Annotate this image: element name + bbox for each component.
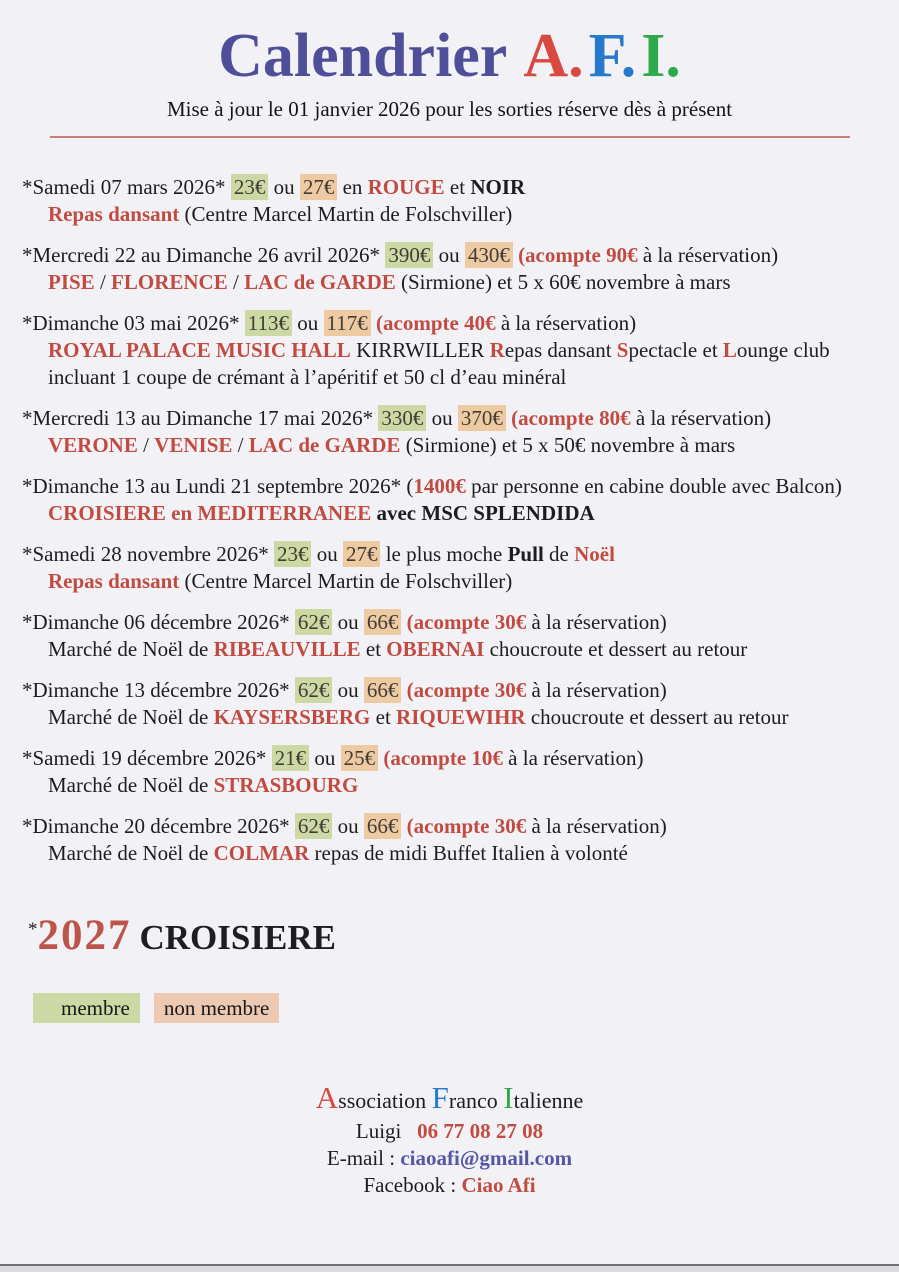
text-segment: ou bbox=[426, 406, 458, 431]
legend-member-swatch: membre bbox=[33, 993, 140, 1023]
text-segment: (Sirmione) et 5 x 60€ novembre à mars bbox=[395, 270, 731, 295]
text-segment: 62€ bbox=[295, 677, 333, 703]
text-segment: 23€ bbox=[274, 541, 312, 567]
event-item bbox=[22, 745, 891, 799]
text-segment: Facebook : bbox=[363, 1173, 462, 1198]
event-line bbox=[22, 500, 891, 527]
text-segment: talienne bbox=[513, 1088, 584, 1114]
text-segment: Noël bbox=[574, 542, 615, 567]
year-2027: 2027 bbox=[37, 912, 132, 960]
text-segment: *Samedi 19 décembre 2026* bbox=[22, 746, 272, 771]
event-line bbox=[22, 677, 891, 704]
text-segment: 21€ bbox=[272, 745, 310, 771]
text-segment: de bbox=[543, 542, 575, 567]
text-segment: E-mail : bbox=[326, 1146, 401, 1171]
event-item bbox=[22, 174, 891, 228]
text-segment: ou bbox=[332, 610, 364, 635]
divider-line bbox=[50, 136, 850, 138]
croisiere-label: CROISIERE bbox=[139, 918, 336, 958]
text-segment: (acompte 40€ bbox=[376, 311, 496, 336]
event-line bbox=[22, 745, 891, 772]
event-line bbox=[22, 201, 891, 228]
text-segment: à la réservation) bbox=[526, 678, 667, 703]
text-segment: 113€ bbox=[245, 310, 292, 336]
event-line bbox=[22, 609, 891, 636]
event-line bbox=[22, 432, 891, 459]
text-segment: STRASBOURG bbox=[213, 773, 359, 798]
text-segment: (acompte 80€ bbox=[511, 406, 631, 431]
text-segment: (acompte 30€ bbox=[406, 610, 527, 635]
event-line bbox=[22, 405, 891, 432]
scan-bottom-edge bbox=[0, 1264, 899, 1272]
text-segment: 66€ bbox=[364, 677, 402, 703]
text-segment: KAYSERSBERG bbox=[213, 705, 371, 730]
section-2027-heading bbox=[28, 911, 899, 960]
footer-line bbox=[0, 1118, 899, 1145]
event-line bbox=[22, 636, 891, 663]
text-segment: 25€ bbox=[341, 745, 379, 771]
text-segment: RIQUEWIHR bbox=[396, 705, 526, 730]
text-segment: 1400€ bbox=[413, 474, 466, 499]
text-segment: ou bbox=[309, 746, 341, 771]
text-segment: à la réservation) bbox=[526, 814, 667, 839]
footer-line bbox=[0, 1081, 899, 1118]
text-segment: LAC de GARDE bbox=[248, 433, 401, 458]
text-segment: CROISIERE en MEDITERRANEE bbox=[48, 501, 372, 526]
event-item bbox=[22, 609, 891, 663]
text-segment: ciaoafi@gmail.com bbox=[400, 1146, 573, 1171]
text-segment: par personne en cabine double avec Balcon) bbox=[465, 474, 842, 499]
text-segment: 66€ bbox=[364, 813, 402, 839]
text-segment: choucroute et dessert au retour bbox=[525, 705, 789, 730]
text-segment: 27€ bbox=[343, 541, 381, 567]
event-line bbox=[22, 269, 891, 296]
event-line bbox=[22, 242, 891, 269]
event-line bbox=[22, 473, 891, 500]
text-segment: (acompte 90€ bbox=[518, 243, 638, 268]
text-segment: Repas dansant bbox=[48, 202, 180, 227]
text-segment: repas de midi Buffet Italien à volonté bbox=[309, 841, 628, 866]
text-segment: Marché de Noël de bbox=[48, 773, 214, 798]
text-segment: L bbox=[722, 338, 737, 363]
event-item bbox=[22, 405, 891, 459]
text-segment: KIRRWILLER bbox=[350, 338, 490, 363]
text-segment: en bbox=[337, 175, 368, 200]
text-segment: 430€ bbox=[465, 242, 513, 268]
title-letter-f: F. bbox=[588, 22, 637, 90]
text-segment: à la réservation) bbox=[502, 746, 644, 771]
text-segment: F bbox=[431, 1080, 449, 1116]
text-segment: / bbox=[232, 433, 249, 458]
text-segment: I bbox=[503, 1080, 514, 1116]
page-title bbox=[0, 0, 899, 89]
text-segment: FLORENCE bbox=[111, 270, 228, 295]
text-segment: ou bbox=[268, 175, 300, 200]
text-segment: 62€ bbox=[295, 609, 333, 635]
event-line bbox=[22, 772, 891, 799]
text-segment: / bbox=[227, 270, 245, 295]
text-segment: 390€ bbox=[385, 242, 433, 268]
text-segment: ou bbox=[332, 814, 364, 839]
text-segment: *Dimanche 13 au Lundi 21 septembre 2026* ( bbox=[22, 474, 414, 499]
text-segment: COLMAR bbox=[213, 841, 310, 866]
text-segment: à la réservation) bbox=[495, 311, 637, 336]
text-segment: avec MSC SPLENDIDA bbox=[371, 501, 595, 526]
text-segment: ou bbox=[311, 542, 343, 567]
text-segment: A bbox=[315, 1080, 339, 1116]
footer-line bbox=[0, 1172, 899, 1199]
text-segment: et bbox=[360, 637, 387, 662]
text-segment: et bbox=[370, 705, 397, 730]
event-line bbox=[22, 568, 891, 595]
text-segment: *Dimanche 20 décembre 2026* bbox=[22, 814, 295, 839]
text-segment: ssociation bbox=[338, 1088, 432, 1114]
event-line bbox=[22, 337, 891, 364]
text-segment: le plus moche bbox=[380, 542, 508, 567]
text-segment: VENISE bbox=[154, 433, 233, 458]
text-segment: OBERNAI bbox=[386, 637, 485, 662]
text-segment: 23€ bbox=[231, 174, 269, 200]
text-segment: LAC de GARDE bbox=[244, 270, 396, 295]
legend-non-member-swatch: non membre bbox=[154, 993, 280, 1023]
update-subtitle: Mise à jour le 01 janvier 2026 pour les sorties réserve dès à présent bbox=[166, 97, 733, 122]
text-segment: / bbox=[137, 433, 155, 458]
text-segment: (Centre Marcel Martin de Folschviller) bbox=[179, 569, 513, 594]
event-line bbox=[22, 541, 891, 568]
text-segment: (acompte 30€ bbox=[406, 814, 527, 839]
text-segment: S bbox=[616, 338, 629, 363]
text-segment: pectacle et bbox=[628, 338, 723, 363]
footer bbox=[0, 1081, 899, 1199]
text-segment: ou bbox=[332, 678, 364, 703]
text-segment: incluant 1 coupe de crémant à l’apéritif et 50 cl d’eau minéral bbox=[48, 365, 567, 390]
text-segment: à la réservation) bbox=[637, 243, 779, 268]
event-line bbox=[22, 704, 891, 731]
text-segment: 117€ bbox=[324, 310, 371, 336]
event-item bbox=[22, 541, 891, 595]
text-segment: Ciao Afi bbox=[461, 1173, 536, 1198]
text-segment: (Sirmione) et 5 x 50€ novembre à mars bbox=[400, 433, 736, 458]
text-segment: 370€ bbox=[458, 405, 506, 431]
text-segment: RIBEAUVILLE bbox=[213, 637, 361, 662]
text-segment: 27€ bbox=[300, 174, 338, 200]
text-segment: Marché de Noël de bbox=[48, 637, 214, 662]
text-segment: *Dimanche 06 décembre 2026* bbox=[22, 610, 295, 635]
event-line bbox=[22, 364, 891, 391]
text-segment: NOIR bbox=[470, 175, 526, 200]
text-segment: et bbox=[444, 175, 471, 200]
event-item bbox=[22, 242, 891, 296]
text-segment: *Mercredi 13 au Dimanche 17 mai 2026* bbox=[22, 406, 379, 431]
text-segment: Pull bbox=[507, 542, 544, 567]
text-segment: / bbox=[94, 270, 112, 295]
text-segment: VERONE bbox=[48, 433, 138, 458]
asterisk-mark: * bbox=[28, 919, 38, 941]
text-segment: ROYAL PALACE MUSIC HALL bbox=[48, 338, 351, 363]
event-item bbox=[22, 677, 891, 731]
text-segment: (acompte 10€ bbox=[383, 746, 503, 771]
text-segment: (acompte 30€ bbox=[406, 678, 527, 703]
text-segment: R bbox=[489, 338, 505, 363]
event-item bbox=[22, 473, 891, 527]
text-segment: à la réservation) bbox=[630, 406, 772, 431]
event-line bbox=[22, 813, 891, 840]
text-segment: ROUGE bbox=[367, 175, 445, 200]
event-item bbox=[22, 310, 891, 391]
event-line bbox=[22, 310, 891, 337]
text-segment: Marché de Noël de bbox=[48, 705, 214, 730]
text-segment: ou bbox=[433, 243, 465, 268]
text-segment: *Samedi 07 mars 2026* bbox=[22, 175, 231, 200]
text-segment: Repas dansant bbox=[48, 569, 180, 594]
event-line bbox=[22, 174, 891, 201]
text-segment: *Dimanche 13 décembre 2026* bbox=[22, 678, 295, 703]
text-segment: *Dimanche 03 mai 2026* bbox=[22, 311, 245, 336]
text-segment: PISE bbox=[48, 270, 95, 295]
text-segment: 66€ bbox=[364, 609, 402, 635]
title-letter-a: A. bbox=[523, 22, 584, 90]
title-word-calendrier: Calendrier bbox=[218, 22, 508, 90]
text-segment: 330€ bbox=[378, 405, 426, 431]
text-segment: *Mercredi 22 au Dimanche 26 avril 2026* bbox=[22, 243, 386, 268]
text-segment: *Samedi 28 novembre 2026* bbox=[22, 542, 274, 567]
text-segment: à la réservation) bbox=[526, 610, 667, 635]
text-segment: (Centre Marcel Martin de Folschviller) bbox=[179, 202, 513, 227]
text-segment: choucroute et dessert au retour bbox=[484, 637, 748, 662]
text-segment: 62€ bbox=[295, 813, 333, 839]
text-segment: ranco bbox=[448, 1088, 504, 1114]
text-segment: ounge club bbox=[736, 338, 830, 363]
event-item bbox=[22, 813, 891, 867]
text-segment: epas dansant bbox=[504, 338, 617, 363]
text-segment: ou bbox=[292, 311, 324, 336]
title-letter-i: I. bbox=[641, 22, 681, 90]
price-legend bbox=[33, 996, 899, 1021]
text-segment: 06 77 08 27 08 bbox=[417, 1119, 544, 1144]
text-segment: Marché de Noël de bbox=[48, 841, 214, 866]
text-segment: Luigi bbox=[355, 1119, 418, 1144]
footer-line bbox=[0, 1145, 899, 1172]
events-list bbox=[22, 174, 891, 867]
event-line bbox=[22, 840, 891, 867]
